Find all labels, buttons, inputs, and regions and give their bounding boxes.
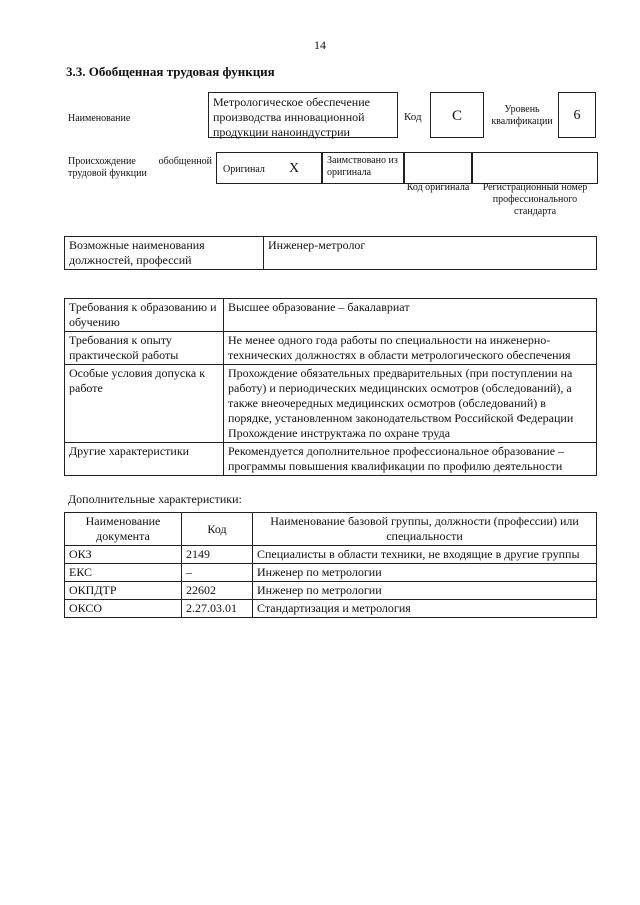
table-row [65,332,597,365]
cell-code: 2149 [182,546,253,564]
code-label: Код [404,111,422,123]
function-name-value: Метрологическое обеспечение производства инновационной продукции наноиндустрии [208,92,398,138]
code-original-label: Код оригинала [406,182,470,193]
borrowed-cell: Заимствовано из оригинала [322,152,404,184]
cell-group: Инженер по метрологии [253,564,597,582]
section-title: 3.3. Обобщенная трудовая функция [66,64,275,79]
cell-code: 2.27.03.01 [182,600,253,618]
cell-group: Специалисты в области техники, не входящие в другие группы [253,546,597,564]
cell-doc: ОКЗ [65,546,182,564]
table-header-row [65,513,597,546]
header-group: Наименование базовой группы, должности (профессии) или специальности [253,513,597,546]
level-label: Уровень квалификации [491,104,553,127]
origin-label: Происхождение обобщенной трудовой функции [68,156,212,179]
original-mark: X [289,161,300,176]
reg-number-label: Регистрационный номер профессионального стандарта [482,182,588,217]
requirement-label: Требования к образованию и обучению [65,299,224,332]
header-doc: Наименование документа [65,513,182,546]
requirements-table [64,298,597,476]
requirement-text: Прохождение обязательных предварительных (при поступлении на работу) и периодических медицинских осмотров (обследований), а также внеочередных медицинских осмотров (обследований) в порядке, установленном законодательством Российской Федерации [228,366,574,425]
table-row [65,600,597,618]
requirement-value: Не менее одного года работы по специальности на инженерно-технических должностях в области метрологического обеспечения [224,332,597,365]
requirement-value: Рекомендуется дополнительное профессиональное образование – программы повышения квалификации по профилю деятельности [224,443,597,476]
cell-group: Инженер по метрологии [253,582,597,600]
level-value: 6 [558,92,596,138]
table-row [65,564,597,582]
reg-number-cell [472,152,598,184]
code-value: C [430,92,484,138]
table-row [65,546,597,564]
original-label: Оригинал [223,164,265,175]
requirement-value [224,365,597,443]
code-original-cell [404,152,472,184]
requirement-text-2: Прохождение инструктажа по охране труда [228,426,451,440]
positions-value: Инженер-метролог [264,237,597,270]
table-row [65,299,597,332]
cell-doc: ОКПДТР [65,582,182,600]
cell-doc: ЕКС [65,564,182,582]
original-cell [216,152,322,184]
additional-table [64,512,597,618]
name-label: Наименование [68,113,131,124]
cell-group: Стандартизация и метрология [253,600,597,618]
requirement-label: Другие характеристики [65,443,224,476]
header-code: Код [182,513,253,546]
additional-title: Дополнительные характеристики: [68,492,242,506]
requirement-label: Требования к опыту практической работы [65,332,224,365]
requirement-value: Высшее образование – бакалавриат [224,299,597,332]
positions-label: Возможные наименования должностей, профессий [65,237,264,270]
page-number: 14 [314,38,326,52]
table-row [65,582,597,600]
requirement-label: Особые условия допуска к работе [65,365,224,443]
table-row [65,443,597,476]
cell-code: 22602 [182,582,253,600]
cell-code: – [182,564,253,582]
positions-table [64,236,597,270]
table-row [65,365,597,443]
cell-doc: ОКСО [65,600,182,618]
